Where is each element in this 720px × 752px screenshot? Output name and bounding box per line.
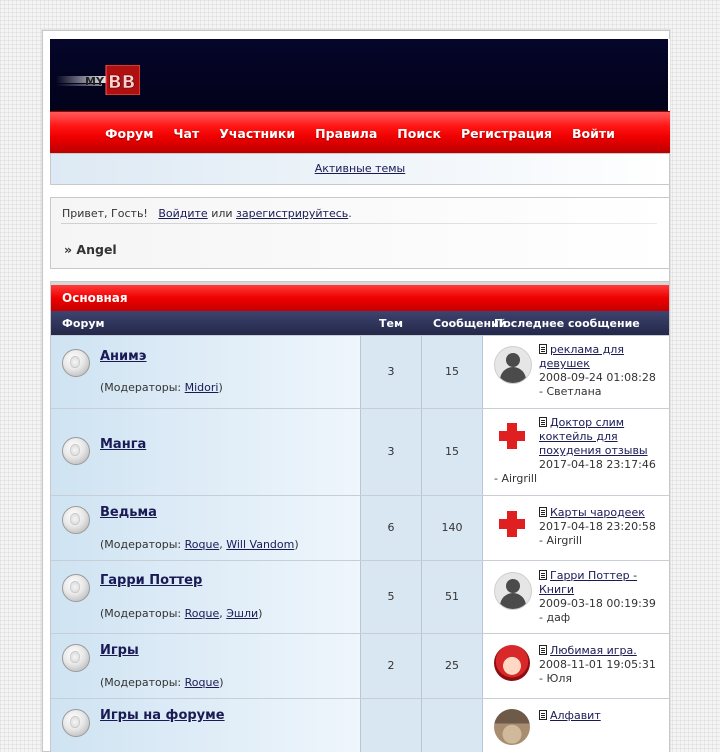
- threads-cell: [361, 561, 422, 633]
- last-post-cell: [483, 336, 669, 408]
- page-container: [42, 30, 670, 752]
- header-last-post: Последнее сообщение: [494, 317, 640, 330]
- default-avatar-icon[interactable]: [494, 572, 532, 610]
- moderator-link[interactable]: Will Vandom: [226, 538, 295, 551]
- moderators-label: (Модераторы:: [100, 676, 182, 689]
- red-cross-icon[interactable]: [494, 506, 530, 542]
- posts-count: 140: [441, 521, 463, 534]
- last-post-author: - даф: [539, 611, 571, 624]
- forum-category: [50, 281, 670, 752]
- moderators: [100, 381, 223, 394]
- forum-status-icon: [62, 709, 90, 737]
- threads-cell: [361, 336, 422, 408]
- forum-status-icon: [62, 506, 90, 534]
- forum-link[interactable]: Анимэ: [100, 349, 147, 364]
- forum-link[interactable]: Игры: [100, 643, 139, 658]
- last-post-link[interactable]: реклама для девушек: [539, 343, 624, 370]
- document-icon: [539, 570, 547, 580]
- moderator-link[interactable]: Эшли: [226, 607, 259, 620]
- forum-row: [51, 335, 669, 408]
- forum-cell: [51, 634, 361, 698]
- greeting-text: Привет, Гость!: [62, 207, 148, 220]
- hat-avatar[interactable]: [494, 709, 530, 745]
- posts-cell: [422, 496, 483, 560]
- forum-row: [51, 633, 669, 698]
- greeting-line: [62, 207, 352, 220]
- last-post-link[interactable]: Любимая игра.: [550, 644, 637, 657]
- forum-cell: [51, 561, 361, 633]
- welcome-panel: [50, 197, 670, 269]
- threads-cell: [361, 634, 422, 698]
- document-icon: [539, 645, 547, 655]
- forum-link[interactable]: Гарри Поттер: [100, 573, 203, 588]
- threads-cell: [361, 496, 422, 560]
- period-text: .: [348, 207, 352, 220]
- moderators: [100, 676, 224, 689]
- forum-row: [51, 698, 669, 752]
- moderator-link[interactable]: Roque: [184, 676, 220, 689]
- threads-cell: [361, 409, 422, 495]
- moderators-close: ): [218, 381, 223, 394]
- moderators-label: (Модераторы:: [100, 381, 182, 394]
- header-posts: Сообщений: [433, 317, 507, 330]
- breadcrumb: » Angel: [64, 242, 117, 257]
- moderator-link[interactable]: Roque: [184, 538, 220, 551]
- last-post-info: [539, 709, 665, 723]
- forum-status-icon: [62, 574, 90, 602]
- last-post-link[interactable]: Алфавит: [550, 709, 601, 722]
- last-post-author: - Airgrill: [539, 534, 583, 547]
- posts-count: 15: [445, 365, 459, 378]
- moderators-label: (Модераторы:: [100, 607, 182, 620]
- last-post-cell: [483, 409, 669, 495]
- svg-text:MY: MY: [85, 75, 104, 88]
- posts-count: 25: [445, 659, 459, 672]
- forum-status-icon: [62, 437, 90, 465]
- document-icon: [539, 417, 547, 427]
- last-post-info: [539, 644, 665, 686]
- sub-navigation: [50, 153, 670, 185]
- forum-row: [51, 408, 669, 495]
- last-post-date: 2009-03-18 00:19:39: [539, 597, 656, 610]
- forum-status-icon: [62, 349, 90, 377]
- table-header: [51, 311, 669, 335]
- last-post-info: [494, 416, 665, 486]
- forum-link[interactable]: Ведьма: [100, 505, 157, 520]
- last-post-link[interactable]: Карты чародеек: [550, 506, 645, 519]
- document-icon: [539, 710, 547, 720]
- mybb-logo[interactable]: [56, 65, 140, 95]
- nav-login[interactable]: Войти: [571, 125, 615, 141]
- header-forum: Форум: [62, 317, 105, 330]
- last-post-cell: [483, 699, 669, 752]
- main-navigation: [50, 111, 670, 155]
- posts-cell: [422, 634, 483, 698]
- forum-cell: [51, 496, 361, 560]
- threads-count: 5: [387, 590, 395, 603]
- forum-cell: [51, 699, 361, 752]
- login-link[interactable]: Войдите: [158, 207, 208, 220]
- last-post-link[interactable]: Гарри Поттер - Книги: [539, 569, 638, 596]
- register-link[interactable]: зарегистрируйтесь: [236, 207, 349, 220]
- threads-count: 2: [387, 659, 395, 672]
- posts-cell: [422, 409, 483, 495]
- last-post-info: [539, 569, 665, 625]
- category-title[interactable]: Основная: [51, 282, 669, 311]
- last-post-author: - Юля: [539, 672, 572, 685]
- forum-row: [51, 560, 669, 633]
- posts-cell: [422, 699, 483, 752]
- forum-link[interactable]: Манга: [100, 437, 147, 452]
- forum-cell: [51, 336, 361, 408]
- document-icon: [539, 344, 547, 354]
- moderators-close: ): [258, 607, 263, 620]
- last-post-date: 2017-04-18 23:17:46: [539, 458, 656, 471]
- moderator-link[interactable]: Roque: [184, 607, 220, 620]
- posts-cell: [422, 336, 483, 408]
- forum-row: [51, 495, 669, 560]
- nav-chat[interactable]: Чат: [173, 125, 200, 141]
- threads-count: 6: [387, 521, 395, 534]
- nav-members[interactable]: Участники: [219, 125, 296, 141]
- last-post-info: [539, 343, 665, 399]
- nav-search[interactable]: Поиск: [397, 125, 441, 141]
- forum-status-icon: [62, 644, 90, 672]
- moderators: (Модераторы: Roque, Эшли): [100, 607, 263, 620]
- header-threads: Тем: [379, 317, 403, 330]
- posts-count: 15: [445, 445, 459, 458]
- active-topics-link[interactable]: Активные темы: [314, 162, 406, 175]
- last-post-link[interactable]: Доктор слим коктейль для похудения отзывы: [539, 416, 648, 457]
- last-post-info: [539, 506, 665, 548]
- anime-girl-avatar[interactable]: [494, 645, 530, 681]
- threads-count: 3: [387, 365, 395, 378]
- posts-cell: [422, 561, 483, 633]
- threads-cell: [361, 699, 422, 752]
- document-icon: [539, 507, 547, 517]
- last-post-cell: [483, 561, 669, 633]
- forum-link[interactable]: Игры на форуме: [100, 708, 225, 723]
- moderators-label: (Модераторы:: [100, 538, 182, 551]
- nav-forum[interactable]: Форум: [105, 125, 154, 141]
- last-post-date: 2008-11-01 19:05:31: [539, 658, 656, 671]
- threads-count: 3: [387, 445, 395, 458]
- last-post-cell: [483, 634, 669, 698]
- nav-rules[interactable]: Правила: [315, 125, 378, 141]
- last-post-date: 2008-09-24 01:08:28: [539, 371, 656, 384]
- posts-count: 51: [445, 590, 459, 603]
- last-post-author: - Светлана: [539, 385, 602, 398]
- forum-cell: [51, 409, 361, 495]
- last-post-author: - Airgrill: [494, 472, 538, 485]
- last-post-cell: [483, 496, 669, 560]
- welcome-divider: [61, 223, 657, 224]
- last-post-date: 2017-04-18 23:20:58: [539, 520, 656, 533]
- svg-text:BB: BB: [108, 72, 136, 93]
- moderators-close: ): [294, 538, 299, 551]
- moderator-link[interactable]: Midori: [184, 381, 219, 394]
- default-avatar-icon[interactable]: [494, 346, 532, 384]
- moderators-close: ): [219, 676, 224, 689]
- or-text: или: [211, 207, 233, 220]
- forum-header: [50, 39, 670, 111]
- moderators: (Модераторы: Roque, Will Vandom): [100, 538, 299, 551]
- nav-register[interactable]: Регистрация: [460, 125, 552, 141]
